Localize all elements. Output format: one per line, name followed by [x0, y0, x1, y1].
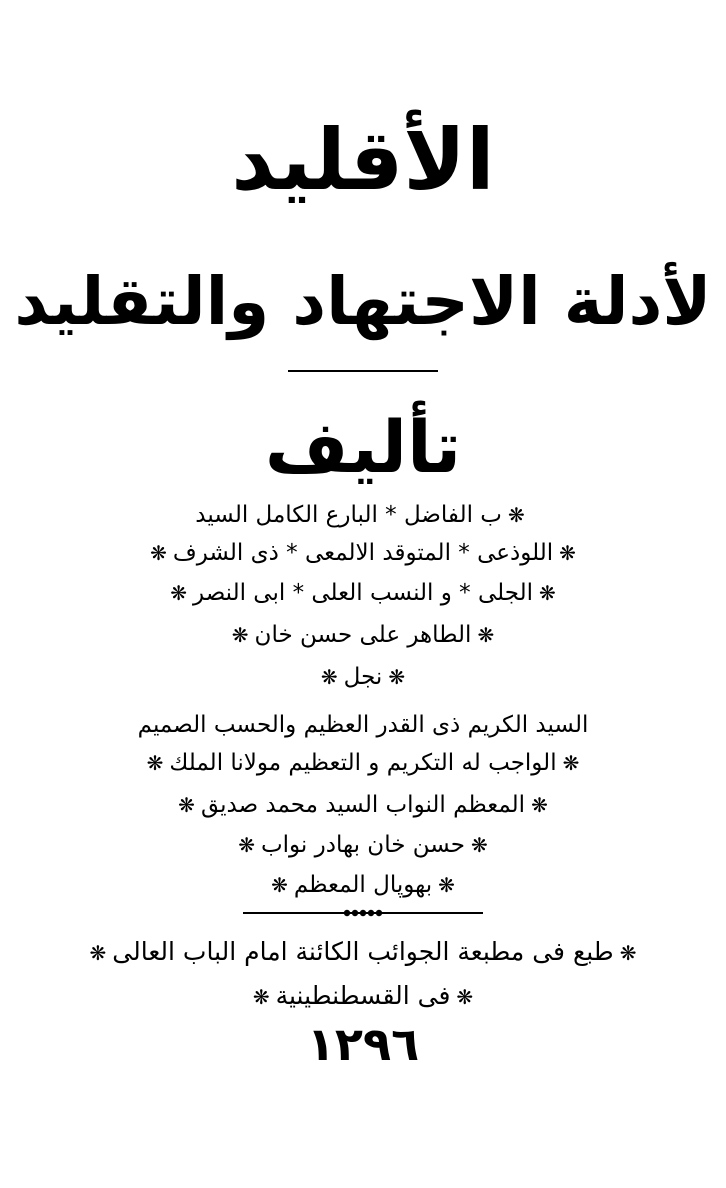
ornament-icon: ❋	[438, 873, 455, 897]
ornament-icon: ❋	[146, 751, 164, 775]
author-line-9: ❋حسن خان بهادر نواب❋	[0, 830, 726, 860]
ornament-icon: ❋	[477, 623, 495, 647]
ornament-icon: ❋	[619, 941, 637, 965]
author-line-3: ❋الجلى * و النسب العلى * ابى النصر❋	[0, 578, 726, 608]
ornament-icon: ❋	[538, 581, 556, 605]
book-title: الأقليد	[231, 111, 495, 209]
ornament-icon: ❋	[271, 873, 288, 897]
ornament-icon: ❋	[238, 833, 255, 857]
ornament-icon: ❋	[531, 793, 548, 817]
ornament-icon: ❋	[150, 541, 167, 565]
divider-rule-top	[0, 366, 726, 382]
author-line-2: ❋اللوذعى * المتوقد الالمعى * ذى الشرف❋	[0, 538, 726, 568]
book-subtitle: لأدلة الاجتهاد والتقليد	[14, 263, 712, 340]
author-line-6: السيد الكريم ذى القدر العظيم والحسب الصميم	[137, 712, 589, 738]
ornament-icon: ❋	[170, 581, 188, 605]
ornament-icon: ❋	[231, 623, 249, 647]
author-line-8: ❋المعظم النواب السيد محمد صديق❋	[0, 790, 726, 820]
ornament-icon: ❋	[470, 833, 488, 857]
author-line-7: ❋الواجب له التكريم و التعظيم مولانا الملك❋	[0, 748, 726, 778]
ornament-icon: ❋	[562, 751, 580, 775]
ornament-icon: ❋	[456, 985, 474, 1009]
ornament-icon: ❋	[89, 941, 107, 965]
ornament-icon: ❋	[507, 503, 525, 527]
ornament-icon: ❋	[388, 665, 406, 689]
ornament-icon: ❋	[252, 985, 270, 1009]
author-line-1: ❋ب الفاضل * البارع الكامل السيد	[0, 500, 726, 530]
imprint-line-2: ❋فى القسطنطينية❋	[0, 980, 726, 1013]
ornament-icon: ❋	[320, 665, 338, 689]
ornament-icon: ❋	[178, 793, 195, 817]
publication-year: ١٢٩٦	[306, 1017, 420, 1071]
author-line-4: ❋الطاهر على حسن خان❋	[0, 620, 726, 650]
imprint-line-1: ❋طبع فى مطبعة الجوائب الكائنة امام الباب العالى❋	[0, 936, 726, 969]
ornament-icon: ❋	[559, 541, 576, 565]
author-line-5: ❋نجل❋	[0, 662, 726, 692]
divider-rule-bottom	[0, 906, 726, 922]
author-line-10: ❋بهوپال المعظم❋	[0, 870, 726, 900]
authorship-heading: تأليف	[264, 405, 462, 489]
